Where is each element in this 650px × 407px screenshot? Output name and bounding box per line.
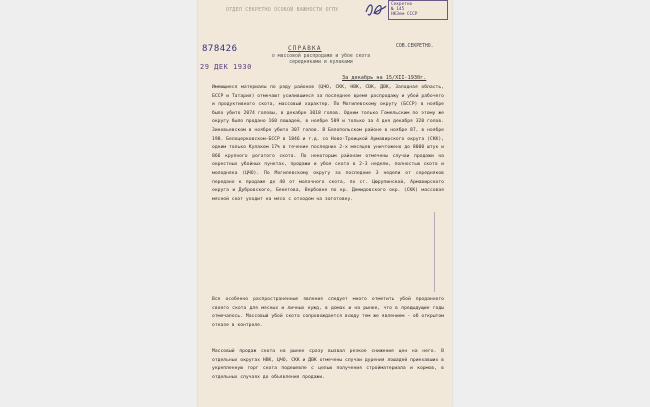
body-paragraph: Все особенно распространенные явления следует много отметить убой проданного своего скота для мясных и личных нужд, в домах и на рынке, что в предыдущие годы отмечалось. Массовый убой скота сопровождается всюду тем же явлением - об открытом отказе в контроле. [212,297,444,328]
stamp-line: Секретно [391,2,413,7]
registration-stamp [388,0,448,20]
stamp-line: № 145 [391,7,405,12]
document-title: СПРАВКА [288,45,322,52]
document-page [198,0,452,407]
margin-mark [434,212,435,292]
classification-label: СОВ.СЕКРЕТНО. [396,44,434,49]
body-paragraph: Массовый продаж скота на рынке сразу вызвал резкое снижение цен на него. В отдельных округах НВК, ЦЧО, СКК и ДВК отмечены случаи дурения лошадей приехавших в укрепленную торг скота подешевле с целью получения стройматериала и кормов, в отдельных случаях до объявления продажи. [212,349,444,380]
body-paragraph: Имеющиеся материалы по ряду районов (ЦЧО, СКК, НВК, СВК, ДВК, Западная область, БССР и Татария) отмечают усилившиеся за последнее время распродажу и убой рабочего и продуктивного скота, массовый характер. По Могилевскому округу (БССР) в ноябре было убито 2074 головы, в декабре 3018 голов. Одним только Гомельским по этому же округу было продано 160 лошадей, в ноябре 509 и только за 4 дня декабря 320 голов. Зиновьевском в ноябре убито 307 голов. В Белопольском районе в ноябре 87, в ноябре 198. Белоцерковском-БССР в 1846 и т.д. со Ново-Троицкой Армавирского округа (СКК), одним только Кулаком 17% в течение последних 2-х месяцев уничтожено до 8000 штук и 866 крупного рогатого скота. По некоторым районам отмечены случаи продажи на окрестных убойных пунктах, продажи и убоя скота в 2-3 недели, полностью скота и молодняка (ЦЧО). По Могилевскому округу за последние 3 недели от середняков передано к продаже до 40 от молочного скота, по ст. Цюрупинской, Армавирского округа и Дубровского, Бекетова, Вербовке по кр. Демидовского окр. (СКК) массовая мясной скот уходит на мясо с отходом на заготовку. [212,85,444,202]
document-number: 878426 [202,44,238,54]
stamp-line: НКЗем СССР [391,12,418,17]
date-stamp: 29 ДЕК 1930 [200,63,252,71]
document-subtitle: о массовой распродаже и убое скота середняками и кулаками [271,54,371,65]
header-faint-text: ОТДЕЛ СЕКРЕТНО ОСОБОЙ ВАЖНОСТИ ОГПУ [226,7,339,13]
report-period: За декабрь на 15/XII-1930г. [342,75,427,81]
handwritten-mark [364,1,388,18]
